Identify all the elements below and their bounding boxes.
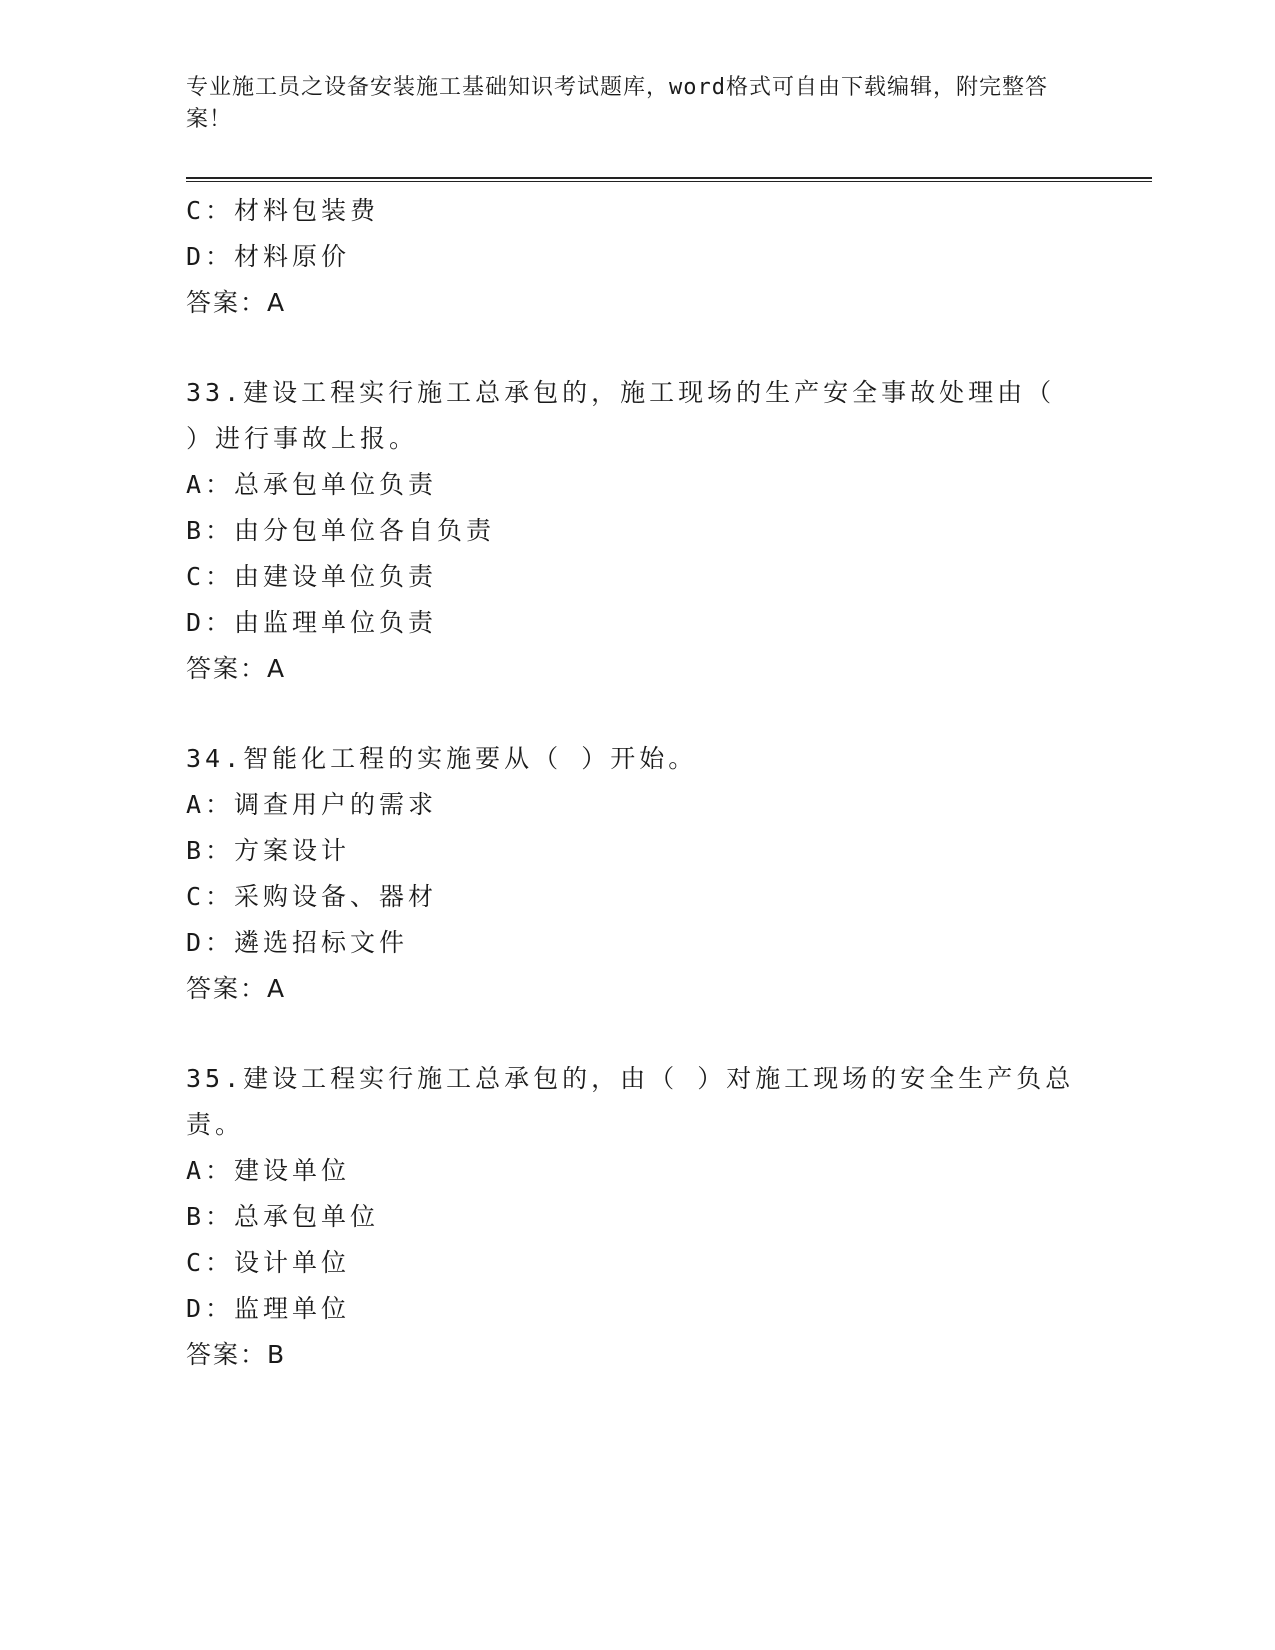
option-c: C：设计单位 bbox=[186, 1248, 351, 1277]
question-block-35 bbox=[186, 1056, 1075, 1378]
header-divider-thin bbox=[186, 181, 1152, 182]
option-a: A：建设单位 bbox=[186, 1156, 351, 1185]
option-b: B：总承包单位 bbox=[186, 1202, 380, 1231]
question-text: 34.智能化工程的实施要从（ ）开始。 bbox=[186, 744, 698, 773]
spacer bbox=[186, 1012, 1066, 1056]
spacer bbox=[186, 326, 1066, 370]
question-text-continued: 责。 bbox=[186, 1110, 245, 1139]
option-a: A：调查用户的需求 bbox=[186, 790, 438, 819]
question-text: 33.建设工程实行施工总承包的，施工现场的生产安全事故处理由（ bbox=[186, 378, 1056, 407]
option-b: B：方案设计 bbox=[186, 836, 351, 865]
option-c: C：材料包装费 bbox=[186, 196, 380, 225]
spacer bbox=[186, 692, 1066, 736]
option-c: C：采购设备、器材 bbox=[186, 882, 438, 911]
question-text: 35.建设工程实行施工总承包的，由（ ）对施工现场的安全生产负总 bbox=[186, 1064, 1075, 1093]
option-d: D：由监理单位负责 bbox=[186, 608, 438, 637]
option-c: C：由建设单位负责 bbox=[186, 562, 438, 591]
question-text-continued: ）进行事故上报。 bbox=[186, 424, 419, 453]
header-divider-thick bbox=[186, 177, 1152, 179]
question-block-34 bbox=[186, 736, 1066, 1012]
answer-line: 答案：A bbox=[186, 288, 287, 317]
option-d: D：材料原价 bbox=[186, 242, 351, 271]
question-block-33 bbox=[186, 370, 1066, 692]
answer-line: 答案：A bbox=[186, 654, 287, 683]
document-header: 专业施工员之设备安装施工基础知识考试题库，word格式可自由下载编辑，附完整答案！ bbox=[186, 75, 1048, 132]
option-d: D：监理单位 bbox=[186, 1294, 351, 1323]
answer-line: 答案：B bbox=[186, 1340, 287, 1369]
option-b: B：由分包单位各自负责 bbox=[186, 516, 496, 545]
answer-line: 答案：A bbox=[186, 974, 287, 1003]
option-a: A：总承包单位负责 bbox=[186, 470, 438, 499]
option-d: D：遴选招标文件 bbox=[186, 928, 409, 957]
question-content bbox=[186, 188, 1075, 1378]
